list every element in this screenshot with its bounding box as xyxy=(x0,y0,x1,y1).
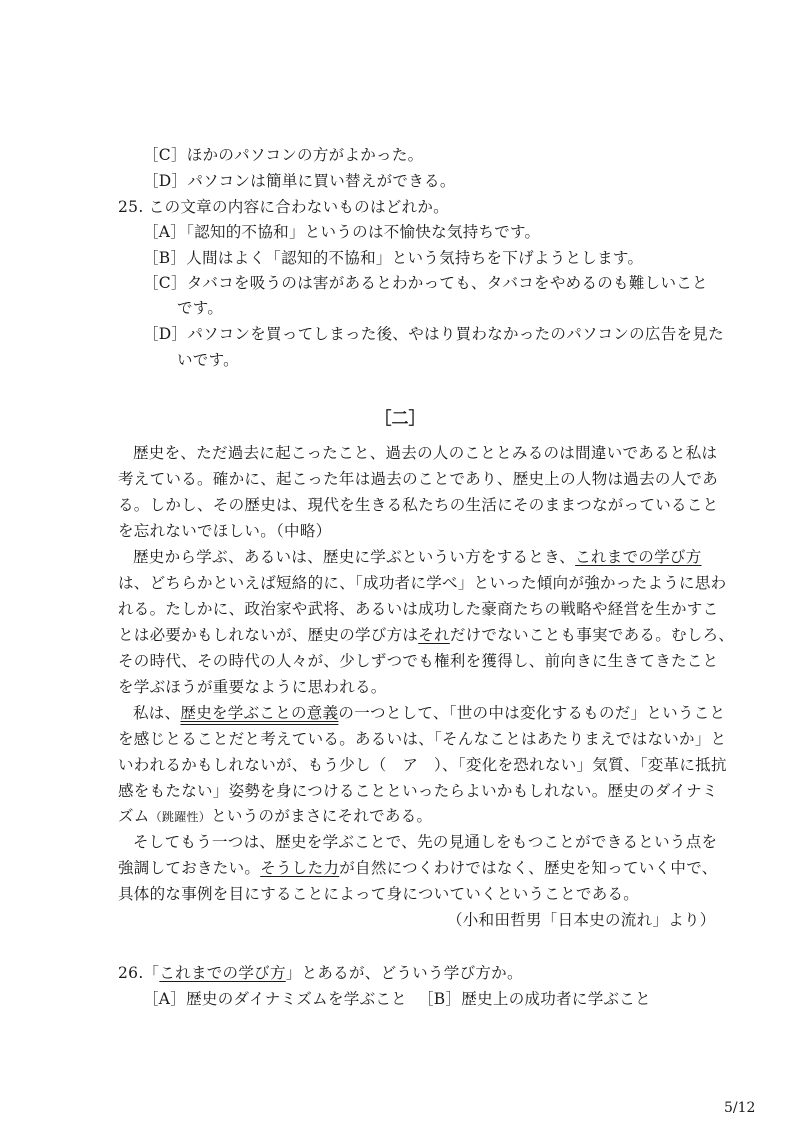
passage-p4-line2 xyxy=(118,858,718,878)
q26-option-a: ［A］歴史のダイナミズムを学ぶこと xyxy=(143,990,407,1008)
double-underlined-phrase-igi: 歴史を学ぶことの意義 xyxy=(180,704,339,722)
q26-stem-pre: 26.「 xyxy=(118,964,160,982)
passage-source: （小和田哲男「日本史の流れ」より） xyxy=(447,911,716,929)
section-heading: ［二］ xyxy=(374,409,426,429)
passage-p3-line5 xyxy=(118,806,432,827)
passage-p4-line1: そしてもう一つは、歴史を学ぶことで、先の見通しをもつことができるという点を xyxy=(133,833,718,851)
q25-option-b: ［B］人間はよく「認知的不協和」という気持ちを下げようとします。 xyxy=(143,249,644,267)
passage-p2-line1-text: 歴史から学ぶ、あるいは、歴史に学ぶというい方をするとき、 xyxy=(133,548,576,566)
passage-p3-line1 xyxy=(133,703,725,723)
passage-p3-line1-post: の一つとして、「世の中は変化するものだ」ということ xyxy=(338,704,726,722)
passage-p1-line4: を忘れないでほしい。（中略） xyxy=(118,522,332,540)
passage-p3-line1-pre: 私は、 xyxy=(133,704,181,722)
passage-p2-line4-post: だけでないことも事実である。むしろ、 xyxy=(449,626,735,644)
passage-p1-line2: 考えている。確かに、起こった年は過去のことであり、歴史上の人物は過去の人であ xyxy=(118,470,719,488)
underlined-phrase-soushita: そうした力 xyxy=(260,859,340,877)
passage-p4-line2-pre: 強調しておきたい。 xyxy=(118,859,261,877)
passage-p3-line5-small: （跳躍性） xyxy=(149,810,212,824)
passage-p2-line2: は、どちらかといえば短絡的に、「成功者に学べ」といった傾向が強かったように思わ xyxy=(118,574,727,592)
passage-p2-line1 xyxy=(133,547,702,567)
q26-stem xyxy=(118,963,523,983)
passage-p3-line3: いわれるかもしれないが、もう少し（ ア ）、「変化を恐れない」気質、「変革に抵抗 xyxy=(118,756,727,774)
passage-p2-line3: れる。たしかに、政治家や武将、あるいは成功した豪商たちの戦略や経営を生かすこ xyxy=(118,600,719,618)
q26-underlined-phrase: これまでの学び方 xyxy=(159,964,286,982)
passage-p2-line5: その時代、その時代の人々が、少しずつでも権利を獲得し、前向きに生きてきたこと xyxy=(118,652,719,670)
q24-option-c: ［C］ほかのパソコンの方がよかった。 xyxy=(143,146,424,164)
passage-p1-line3: る。しかし、その歴史は、現代を生きる私たちの生活にそのままつながっていること xyxy=(118,496,719,514)
q26-stem-post: 」とあるが、どういう学び方か。 xyxy=(285,964,523,982)
page-number: 5/12 xyxy=(724,1100,756,1116)
passage-p3-line2: を感じとることだと考えている。あるいは、「そんなことはあたりまえではないか」と xyxy=(118,730,727,748)
q25-stem: 25. この文章の内容に合わないものはどれか。 xyxy=(118,198,449,216)
passage-p4-line3: 具体的な事例を目にすることによって身についていくということである。 xyxy=(118,885,640,903)
passage-p2-line6: を学ぶほうが重要なように思われる。 xyxy=(118,678,387,696)
q25-option-a: ［A］「認知的不協和」というのは不愉快な気持ちです。 xyxy=(143,223,541,241)
passage-p1-line1: 歴史を、ただ過去に起こったこと、過去の人のこととみるのは間違いであると私は xyxy=(133,444,718,462)
passage-p3-line5-pre: ズム xyxy=(118,807,150,825)
q25-option-c-line1: ［C］タバコを吸うのは害があるとわかっても、タバコをやめるのも難しいこと xyxy=(143,274,708,292)
q24-option-d: ［D］パソコンは簡単に買い替えができる。 xyxy=(143,172,456,190)
q25-option-c-line2: です。 xyxy=(177,299,224,317)
passage-p4-line2-post: が自然につくわけではなく、歴史を知っていく中で、 xyxy=(339,859,718,877)
underlined-phrase-korekara: これまでの学び方 xyxy=(575,548,702,566)
q25-option-d-line2: いです。 xyxy=(177,351,239,369)
q26-option-b: ［B］歴史上の成功者に学ぶこと xyxy=(418,990,651,1008)
passage-p3-line5-post: というのがまさにそれである。 xyxy=(211,807,433,825)
passage-p2-line4-pre: とは必要かもしれないが、歴史の学び方は xyxy=(118,626,419,644)
underlined-phrase-sore: それ xyxy=(418,626,450,644)
passage-p2-line4 xyxy=(118,625,734,645)
passage-p3-line4: 感をもたない」姿勢を身につけることといったらよいかもしれない。歴史のダイナミ xyxy=(118,782,718,800)
q25-option-d-line1: ［D］パソコンを買ってしまった後、やはり買わなかったのパソコンの広告を見た xyxy=(143,325,724,343)
